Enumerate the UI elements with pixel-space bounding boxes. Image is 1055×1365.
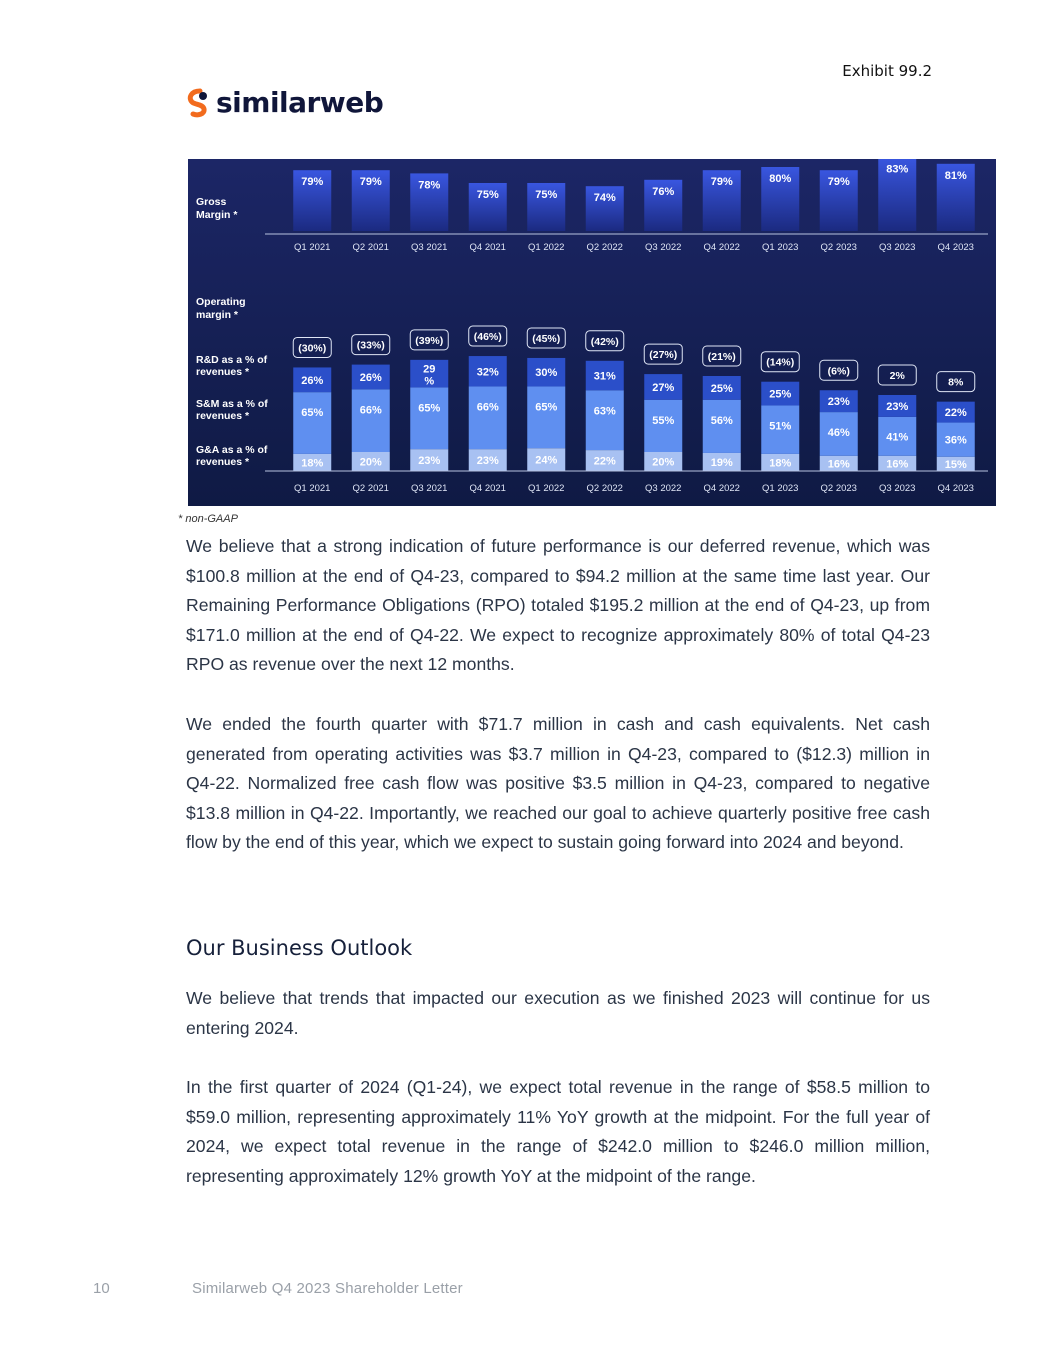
stacked-bar-value-label: 18% bbox=[769, 457, 792, 470]
stacked-bar-value-label: 16% bbox=[886, 458, 909, 471]
stacked-tick-label: Q4 2022 bbox=[703, 483, 740, 494]
stacked-tick-label: Q2 2022 bbox=[586, 483, 623, 494]
non-gaap-note: * non-GAAP bbox=[178, 513, 238, 525]
series-row-label: G&A as a % of bbox=[196, 444, 268, 456]
gross-margin-tick-label: Q3 2023 bbox=[879, 242, 916, 253]
stacked-bar-value-label: % bbox=[424, 375, 435, 388]
stacked-bar-value-label: 36% bbox=[944, 434, 967, 447]
stacked-bar-value-label: 23% bbox=[418, 455, 441, 468]
paragraph-cash: We ended the fourth quarter with $71.7 million in cash and cash equivalents. Net cash generated from operating activities was $3.7 million in Q4-23, compared to ($12.3) million in Q4-22. Normalized free cash flow was positive $3.5 million in Q4-23, compared to negative $13.8 million in Q4-22. Importantly, we reached our goal to achieve quarterly positive free cash flow by the end of this year, which we expect to sustain going forward into 2024 and beyond. bbox=[186, 714, 930, 853]
similarweb-logo bbox=[186, 86, 383, 119]
stacked-bar-segment bbox=[469, 386, 507, 449]
stacked-tick-label: Q2 2021 bbox=[352, 483, 389, 494]
stacked-bar-value-label: 65% bbox=[535, 401, 558, 414]
paragraph-trends: We believe that trends that impacted our execution as we finished 2023 will continue for us entering 2024. bbox=[186, 988, 930, 1038]
gross-margin-tick-label: Q3 2021 bbox=[411, 242, 448, 253]
stacked-tick-label: Q1 2021 bbox=[294, 483, 331, 494]
stacked-bar-segment bbox=[586, 390, 624, 450]
operating-margin-value-label: 2% bbox=[889, 370, 905, 382]
stacked-bar-value-label: 19% bbox=[710, 456, 733, 469]
stacked-bar-segment bbox=[410, 387, 448, 449]
stacked-bar-value-label: 26% bbox=[359, 371, 382, 384]
logo-wordmark: similarweb bbox=[216, 86, 384, 119]
operating-margin-value-label: (33%) bbox=[356, 339, 385, 352]
operating-margin-row-label: margin * bbox=[196, 309, 239, 321]
margin-chart-svg bbox=[188, 159, 996, 506]
stacked-bar-value-label: 23% bbox=[827, 396, 850, 409]
gross-margin-tick-label: Q1 2021 bbox=[294, 242, 331, 253]
paragraph-guidance: In the first quarter of 2024 (Q1-24), we expect total revenue in the range of $58.5 million to $59.0 million, representing approximately 11% YoY growth at the midpoint. For the full year of 2024, we expect total revenue in the range of $242.0 million to $246.0 million million, representing approximately 12% growth YoY at the midpoint of the range. bbox=[186, 1077, 930, 1186]
operating-margin-value-label: (45%) bbox=[532, 332, 561, 345]
gross-margin-value-label: 83% bbox=[886, 163, 909, 176]
stacked-bar-value-label: 15% bbox=[944, 458, 967, 471]
stacked-bar-value-label: 66% bbox=[476, 401, 499, 414]
gross-margin-value-label: 75% bbox=[476, 189, 499, 201]
gross-margin-value-label: 74% bbox=[593, 192, 616, 205]
stacked-bar-value-label: 65% bbox=[301, 407, 324, 420]
margin-chart bbox=[188, 159, 996, 506]
gross-margin-tick-label: Q1 2023 bbox=[762, 242, 799, 253]
stacked-bar-value-label: 20% bbox=[359, 456, 382, 469]
gross-margin-tick-label: Q4 2022 bbox=[703, 242, 740, 253]
gross-margin-value-label: 79% bbox=[301, 176, 324, 189]
operating-margin-value-label: (42%) bbox=[590, 335, 619, 348]
series-row-label: revenues * bbox=[196, 366, 250, 378]
stacked-bar-value-label: 51% bbox=[769, 420, 792, 433]
gross-margin-tick-label: Q2 2022 bbox=[586, 242, 623, 253]
series-row-label: S&M as a % of bbox=[196, 398, 268, 410]
stacked-bar-value-label: 31% bbox=[593, 370, 616, 383]
operating-margin-value-label: (30%) bbox=[298, 342, 327, 355]
stacked-bar-value-label: 29 bbox=[423, 363, 436, 376]
operating-margin-value-label: (39%) bbox=[415, 334, 444, 347]
gross-margin-value-label: 80% bbox=[769, 173, 792, 185]
gross-margin-tick-label: Q1 2022 bbox=[528, 242, 565, 253]
stacked-bar-value-label: 65% bbox=[418, 402, 441, 415]
stacked-bar-value-label: 24% bbox=[535, 454, 558, 467]
series-row-label: revenues * bbox=[196, 410, 250, 422]
stacked-tick-label: Q3 2022 bbox=[645, 483, 682, 494]
stacked-bar-value-label: 25% bbox=[769, 388, 792, 401]
page-number: 10 bbox=[93, 1280, 110, 1297]
gross-margin-row-label: Margin * bbox=[196, 209, 238, 221]
exhibit-label: Exhibit 99.2 bbox=[842, 62, 932, 80]
gross-margin-tick-label: Q4 2023 bbox=[937, 242, 974, 253]
stacked-bar-value-label: 25% bbox=[710, 382, 733, 395]
stacked-bar-value-label: 26% bbox=[301, 374, 324, 387]
section-heading-outlook: Our Business Outlook bbox=[186, 936, 413, 960]
stacked-bar-segment bbox=[352, 389, 390, 452]
stacked-bar-value-label: 55% bbox=[652, 414, 675, 427]
operating-margin-value-label: (14%) bbox=[766, 356, 795, 369]
paragraph-deferred-revenue: We believe that a strong indication of future performance is our deferred revenue, which was $100.8 million at the end of Q4-23, compared to $94.2 million at the same time last year. Our Remaining Performance Obligations (RPO) totaled $195.2 million at the end of Q4-23, up from $171.0 million at the end of Q4-22. We expect to recognize approximately 80% of total Q4-23 RPO as revenue over the next 12 months. bbox=[186, 536, 930, 675]
stacked-bar-value-label: 46% bbox=[827, 427, 850, 440]
stacked-tick-label: Q2 2023 bbox=[820, 483, 857, 494]
gross-margin-tick-label: Q2 2021 bbox=[352, 242, 389, 253]
gross-margin-value-label: 79% bbox=[827, 176, 850, 189]
stacked-tick-label: Q1 2023 bbox=[762, 483, 799, 494]
stacked-bar-value-label: 66% bbox=[359, 404, 382, 417]
operating-margin-value-label: (6%) bbox=[827, 365, 850, 378]
gross-margin-row-label: Gross bbox=[196, 196, 227, 208]
stacked-bar-value-label: 23% bbox=[886, 400, 909, 413]
stacked-bar-value-label: 32% bbox=[476, 366, 499, 379]
footer-title: Similarweb Q4 2023 Shareholder Letter bbox=[192, 1280, 463, 1297]
operating-margin-value-label: (46%) bbox=[473, 331, 502, 344]
gross-margin-tick-label: Q4 2021 bbox=[469, 242, 506, 253]
gross-margin-value-label: 79% bbox=[710, 176, 733, 189]
operating-margin-row-label: Operating bbox=[196, 296, 246, 308]
stacked-bar-segment bbox=[527, 386, 565, 448]
similarweb-logo-icon bbox=[186, 88, 210, 118]
stacked-bar-value-label: 18% bbox=[301, 457, 324, 470]
stacked-tick-label: Q1 2022 bbox=[528, 483, 565, 494]
operating-margin-value-label: (21%) bbox=[707, 351, 736, 363]
gross-margin-value-label: 78% bbox=[418, 179, 441, 192]
gross-margin-value-label: 76% bbox=[652, 185, 675, 198]
gross-margin-value-label: 75% bbox=[535, 189, 558, 201]
stacked-bar-value-label: 30% bbox=[535, 367, 558, 380]
series-row-label: revenues * bbox=[196, 456, 250, 468]
series-row-label: R&D as a % of bbox=[196, 354, 268, 366]
stacked-tick-label: Q3 2023 bbox=[879, 483, 916, 494]
gross-margin-tick-label: Q3 2022 bbox=[645, 242, 682, 253]
stacked-bar-value-label: 20% bbox=[652, 456, 675, 469]
stacked-bar-value-label: 23% bbox=[476, 455, 499, 468]
operating-margin-value-label: (27%) bbox=[649, 349, 678, 362]
gross-margin-value-label: 81% bbox=[944, 169, 967, 182]
gross-margin-tick-label: Q2 2023 bbox=[820, 242, 857, 253]
stacked-tick-label: Q4 2021 bbox=[469, 483, 506, 494]
stacked-bar-value-label: 27% bbox=[652, 381, 675, 394]
stacked-bar-segment bbox=[293, 392, 331, 454]
gross-margin-value-label: 79% bbox=[359, 176, 382, 189]
stacked-tick-label: Q4 2023 bbox=[937, 483, 974, 494]
stacked-bar-value-label: 22% bbox=[593, 455, 616, 468]
stacked-bar-value-label: 16% bbox=[827, 458, 850, 471]
stacked-tick-label: Q3 2021 bbox=[411, 483, 448, 494]
stacked-bar-value-label: 41% bbox=[886, 431, 909, 444]
stacked-bar-value-label: 22% bbox=[944, 407, 967, 420]
operating-margin-value-label: 8% bbox=[948, 376, 964, 389]
stacked-bar-value-label: 63% bbox=[593, 405, 616, 418]
stacked-bar-value-label: 56% bbox=[710, 414, 733, 427]
